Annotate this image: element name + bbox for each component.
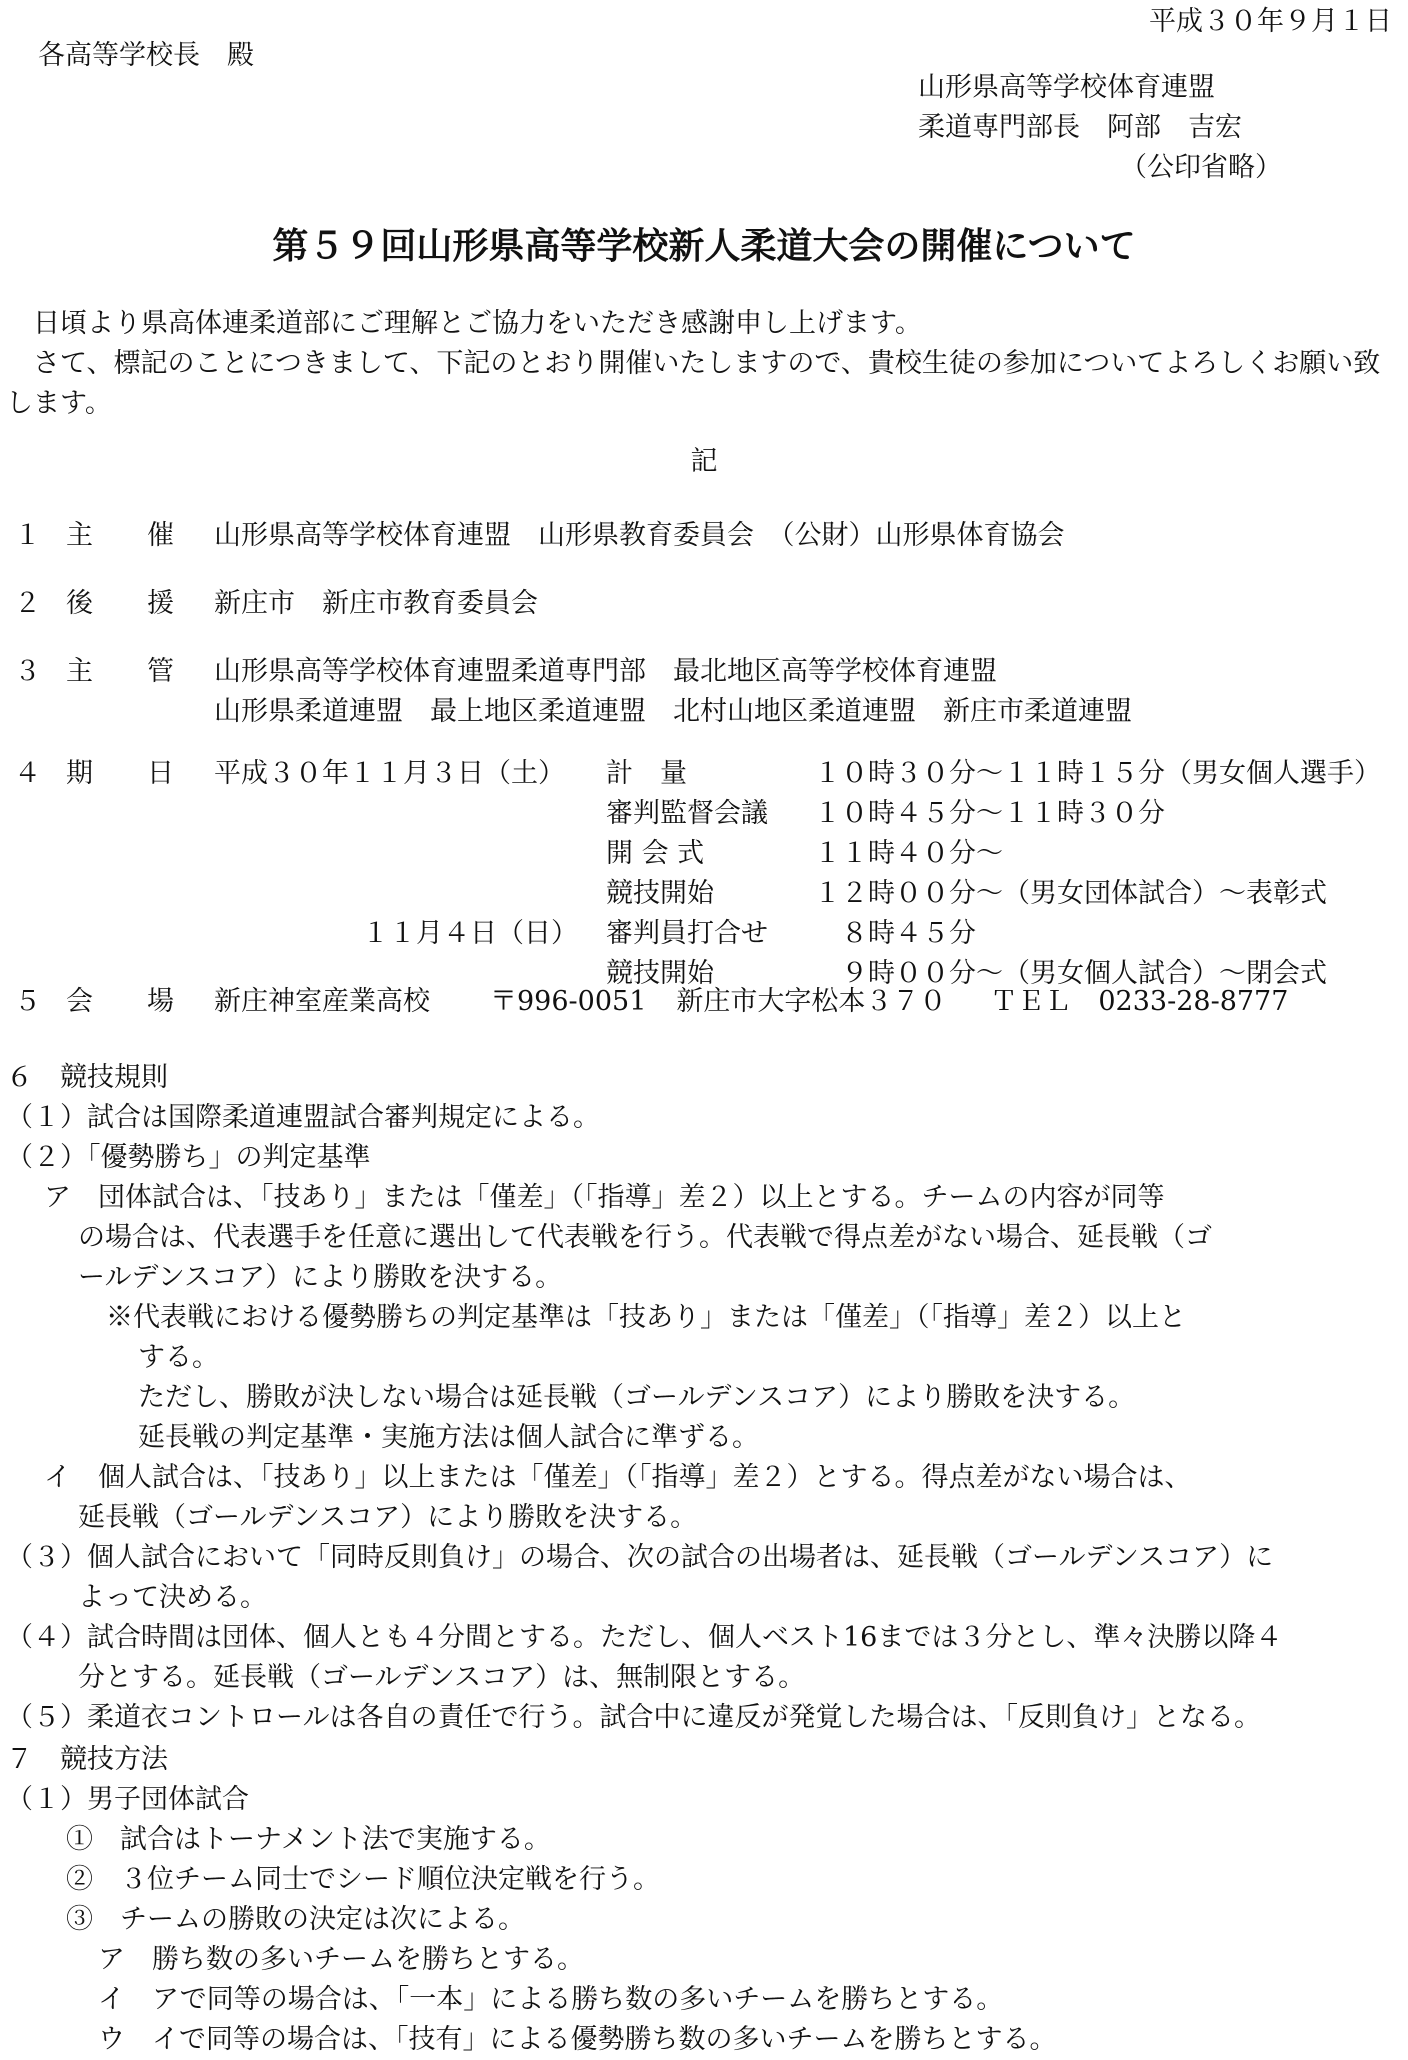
item-label: 主 催: [66, 520, 174, 551]
rules-line: 延長戦の判定基準・実施方法は個人試合に準ずる。: [138, 1422, 759, 1453]
method-line: ③ チームの勝敗の決定は次による。: [66, 1904, 525, 1935]
item-number: ４: [14, 758, 41, 789]
intro-line-1: 日頃より県高体連柔道部にご理解とご協力をいただき感謝申し上げます。: [6, 308, 922, 339]
rules-line: ア 団体試合は、「技あり」または「僅差」（「指導」差２）以上とする。チームの内容が同等: [44, 1182, 1165, 1213]
venue-address: 新庄市大字松本３７０: [676, 986, 947, 1017]
rules-line: イ 個人試合は、「技あり」以上または「僅差」（「指導」差２）とする。得点差がない場合は、: [44, 1462, 1192, 1493]
item-number: ５: [14, 986, 41, 1017]
item-text: 山形県高等学校体育連盟 山形県教育委員会 （公財）山形県体育協会: [214, 520, 1065, 551]
method-line: ウ イで同等の場合は、「技有」による優勢勝ち数の多いチームを勝ちとする。: [98, 2024, 1057, 2055]
rules-line: （３）個人試合において「同時反則負け」の場合、次の試合の出場者は、延長戦（ゴールデンスコア）に: [6, 1542, 1274, 1573]
schedule-event: 審判監督会議: [606, 798, 768, 829]
schedule-time: １１時４０分～: [814, 838, 1003, 869]
seal-note: （公印省略）: [1120, 152, 1282, 183]
item-venue: [14, 982, 1288, 1022]
method-heading: ７ 競技方法: [6, 1744, 168, 1775]
rules-line: する。: [138, 1342, 219, 1373]
item-text-line-1: 山形県高等学校体育連盟柔道専門部 最北地区高等学校体育連盟: [214, 656, 997, 687]
method-section: [6, 1740, 1402, 2060]
item-support: [14, 584, 538, 624]
rules-line: （１）試合は国際柔道連盟試合審判規定による。: [6, 1102, 600, 1133]
schedule-time: ９時００分～（男女個人試合）～閉会式: [814, 958, 1327, 989]
item-label: 主 管: [66, 656, 174, 687]
ki-marker: 記: [690, 446, 718, 477]
venue-tel: ＴＥＬ 0233-28-8777: [990, 986, 1289, 1017]
document-date: 平成３０年９月１日: [1149, 6, 1392, 37]
venue-name: 新庄神室産業高校: [214, 986, 430, 1017]
schedule-time: １２時００分～（男女団体試合）～表彰式: [814, 878, 1327, 909]
schedule-event: 計 量: [606, 758, 687, 789]
method-line: ② ３位チーム同士でシード順位決定戦を行う。: [66, 1864, 660, 1895]
rules-line: ただし、勝敗が決しない場合は延長戦（ゴールデンスコア）により勝敗を決する。: [138, 1382, 1136, 1413]
item-label: 後 援: [66, 588, 174, 619]
schedule-time: ８時４５分: [814, 918, 976, 949]
method-line: ① 試合はトーナメント法で実施する。: [66, 1824, 551, 1855]
item-number: １: [14, 520, 41, 551]
schedule-event: 競技開始: [606, 958, 714, 989]
rules-section: [6, 1058, 1402, 1738]
method-line: ア 勝ち数の多いチームを勝ちとする。: [98, 1944, 584, 1975]
rules-line: の場合は、代表選手を任意に選出して代表戦を行う。代表戦で得点差がない場合、延長戦（ゴ: [78, 1222, 1212, 1253]
item-text: 新庄市 新庄市教育委員会: [214, 588, 538, 619]
item-manage: [14, 652, 1132, 732]
intro-paragraph: [6, 304, 1402, 424]
sender-name: 柔道専門部長 阿部 吉宏: [918, 112, 1242, 143]
item-number: ２: [14, 588, 41, 619]
rules-heading: ６ 競技規則: [6, 1062, 168, 1093]
rules-line: ※代表戦における優勢勝ちの判定基準は「技あり」または「僅差」（「指導」差２）以上と: [106, 1302, 1186, 1333]
venue-postal: 〒996-0051: [490, 986, 647, 1017]
rules-line: （２）「優勢勝ち」の判定基準: [6, 1142, 371, 1173]
intro-line-2: さて、標記のことにつきまして、下記のとおり開催いたしますので、貴校生徒の参加についてよろしくお願い致します。: [6, 348, 1381, 419]
item-schedule: [14, 754, 1394, 994]
rules-line: （４）試合時間は団体、個人とも４分間とする。ただし、個人ベスト16までは３分とし、準々決勝以降４: [6, 1622, 1283, 1653]
item-label: 期 日: [66, 758, 174, 789]
item-sponsor: [14, 516, 1065, 556]
schedule-day-2: １１月４日（日）: [362, 918, 578, 949]
schedule-event: 競技開始: [606, 878, 714, 909]
schedule-day-1: 平成３０年１１月３日（土）: [214, 758, 565, 789]
item-number: ３: [14, 656, 41, 687]
addressee: 各高等学校長 殿: [38, 40, 254, 71]
schedule-event: 開 会 式: [606, 838, 705, 869]
document-title: 第５９回山形県高等学校新人柔道大会の開催について: [272, 226, 1136, 267]
schedule-time: １０時３０分～１１時１５分（男女個人選手）: [814, 758, 1381, 789]
rules-line: よって決める。: [78, 1582, 267, 1613]
schedule-time: １０時４５分～１１時３０分: [814, 798, 1165, 829]
rules-line: 延長戦（ゴールデンスコア）により勝敗を決する。: [78, 1502, 698, 1533]
sender-organization: 山形県高等学校体育連盟: [918, 72, 1215, 103]
sender-block: [918, 68, 1282, 188]
item-text-line-2: 山形県柔道連盟 最上地区柔道連盟 北村山地区柔道連盟 新庄市柔道連盟: [214, 696, 1132, 727]
item-label: 会 場: [66, 986, 174, 1017]
schedule-event: 審判員打合せ: [606, 918, 768, 949]
method-subheading: （１）男子団体試合: [6, 1784, 249, 1815]
method-line: イ アで同等の場合は、「一本」による勝ち数の多いチームを勝ちとする。: [98, 1984, 1004, 2015]
rules-line: ールデンスコア）により勝敗を決する。: [78, 1262, 563, 1293]
rules-line: （５）柔道衣コントロールは各自の責任で行う。試合中に違反が発覚した場合は、「反則負け」となる。: [6, 1702, 1261, 1733]
rules-line: 分とする。延長戦（ゴールデンスコア）は、無制限とする。: [78, 1662, 806, 1693]
